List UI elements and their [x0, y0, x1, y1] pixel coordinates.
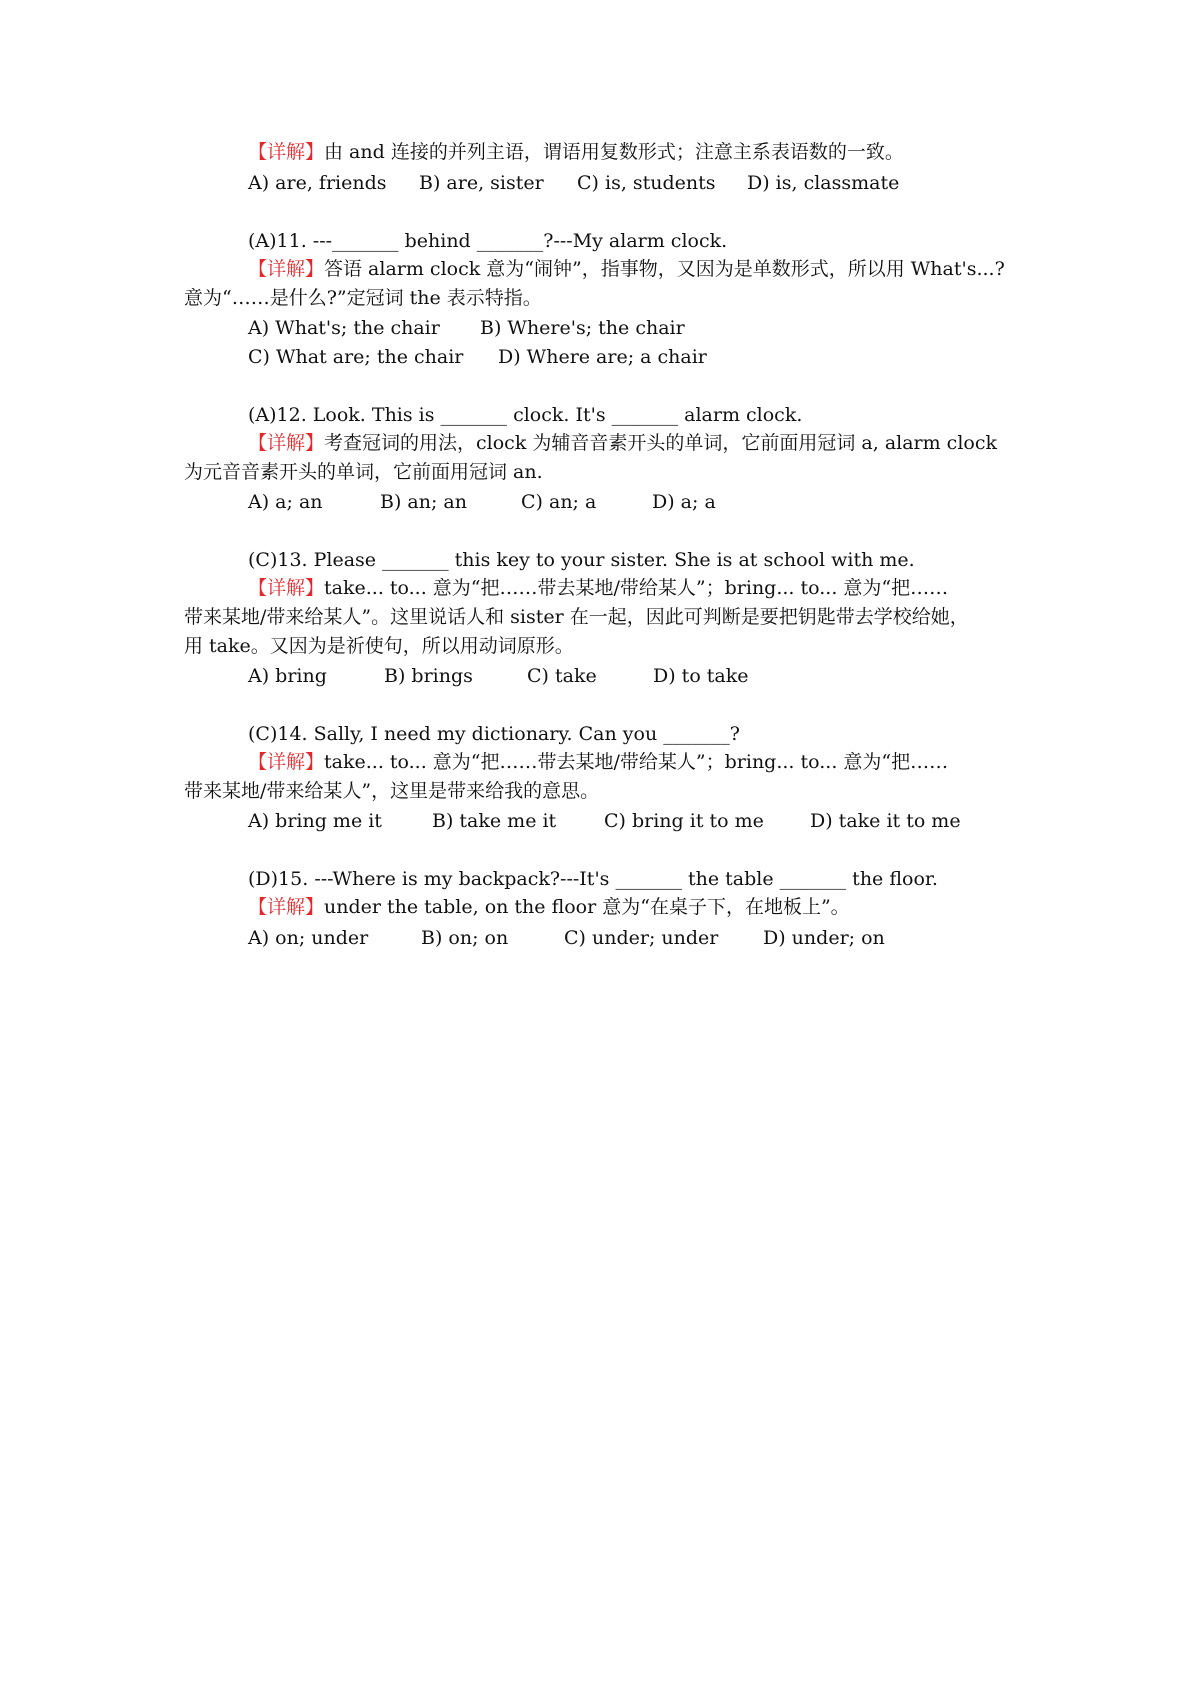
option-b: B) on; on [421, 927, 509, 949]
option-a: A) a; an [248, 491, 323, 513]
option-c: C) is, students [577, 172, 716, 194]
explanation-label: 【详解】 [248, 258, 325, 280]
explanation-line: 【详解】under the table, on the floor 意为“在桌子下，在地板上”。 [248, 896, 850, 918]
explanation-line: 【详解】由 and 连接的并列主语，谓语用复数形式；注意主系表语数的一致。 [248, 141, 904, 163]
option-a: A) bring [248, 665, 327, 687]
options-row [0, 809, 1200, 833]
option-c: C) What are; the chair [248, 346, 464, 368]
options-row [0, 490, 1200, 514]
explanation-line: 带来某地/带来给某人”。这里说话人和 sister 在一起，因此可判断是要把钥匙带去学校给她， [184, 606, 969, 628]
option-c: C) bring it to me [604, 810, 764, 832]
explanation-label: 【详解】 [248, 896, 325, 918]
explanation-line: 用 take。又因为是祈使句，所以用动词原形。 [184, 635, 574, 657]
option-a: A) on; under [248, 927, 369, 949]
options-row [0, 664, 1200, 688]
option-c: C) an; a [521, 491, 597, 513]
explanation-label: 【详解】 [248, 751, 325, 773]
option-d: D) Where are; a chair [498, 346, 707, 368]
option-b: B) brings [384, 665, 473, 687]
option-d: D) a; a [652, 491, 716, 513]
options-row [0, 926, 1200, 950]
option-b: B) an; an [380, 491, 467, 513]
option-b: B) are, sister [419, 172, 544, 194]
option-d: D) take it to me [810, 810, 961, 832]
options-row [0, 345, 1200, 369]
explanation-label: 【详解】 [248, 432, 325, 454]
option-c: C) under; under [564, 927, 719, 949]
options-row [0, 316, 1200, 340]
explanation-label: 【详解】 [248, 141, 325, 163]
option-d: D) to take [653, 665, 749, 687]
question-15: (D)15. ---Where is my backpack?---It's _______ the table _______ the floor. [248, 868, 938, 890]
option-a: A) bring me it [248, 810, 382, 832]
explanation-line: 【详解】take... to... 意为“把……带去某地/带给某人”；bring... to... 意为“把…… [248, 577, 949, 599]
option-a: A) are, friends [248, 172, 387, 194]
explanation-line: 【详解】考查冠词的用法，clock 为辅音音素开头的单词，它前面用冠词 a, alarm clock [248, 432, 997, 454]
option-c: C) take [527, 665, 597, 687]
explanation-line: 为元音音素开头的单词，它前面用冠词 an. [184, 461, 543, 483]
option-a: A) What's; the chair [248, 317, 440, 339]
explanation-line: 【详解】答语 alarm clock 意为“闹钟”，指事物，又因为是单数形式，所以用 What's...? [248, 258, 1005, 280]
question-11: (A)11. ---_______ behind _______?---My alarm clock. [248, 230, 728, 252]
option-b: B) take me it [432, 810, 557, 832]
explanation-label: 【详解】 [248, 577, 325, 599]
explanation-line: 意为“……是什么?”定冠词 the 表示特指。 [184, 287, 542, 309]
option-b: B) Where's; the chair [480, 317, 685, 339]
question-14: (C)14. Sally, I need my dictionary. Can you _______? [248, 723, 740, 745]
question-12: (A)12. Look. This is _______ clock. It's _______ alarm clock. [248, 404, 803, 426]
option-d: D) under; on [763, 927, 885, 949]
options-row [0, 171, 1200, 195]
explanation-line: 【详解】take... to... 意为“把……带去某地/带给某人”；bring... to... 意为“把…… [248, 751, 949, 773]
question-13: (C)13. Please _______ this key to your sister. She is at school with me. [248, 549, 915, 571]
option-d: D) is, classmate [747, 172, 900, 194]
explanation-line: 带来某地/带来给某人”，这里是带来给我的意思。 [184, 780, 600, 802]
